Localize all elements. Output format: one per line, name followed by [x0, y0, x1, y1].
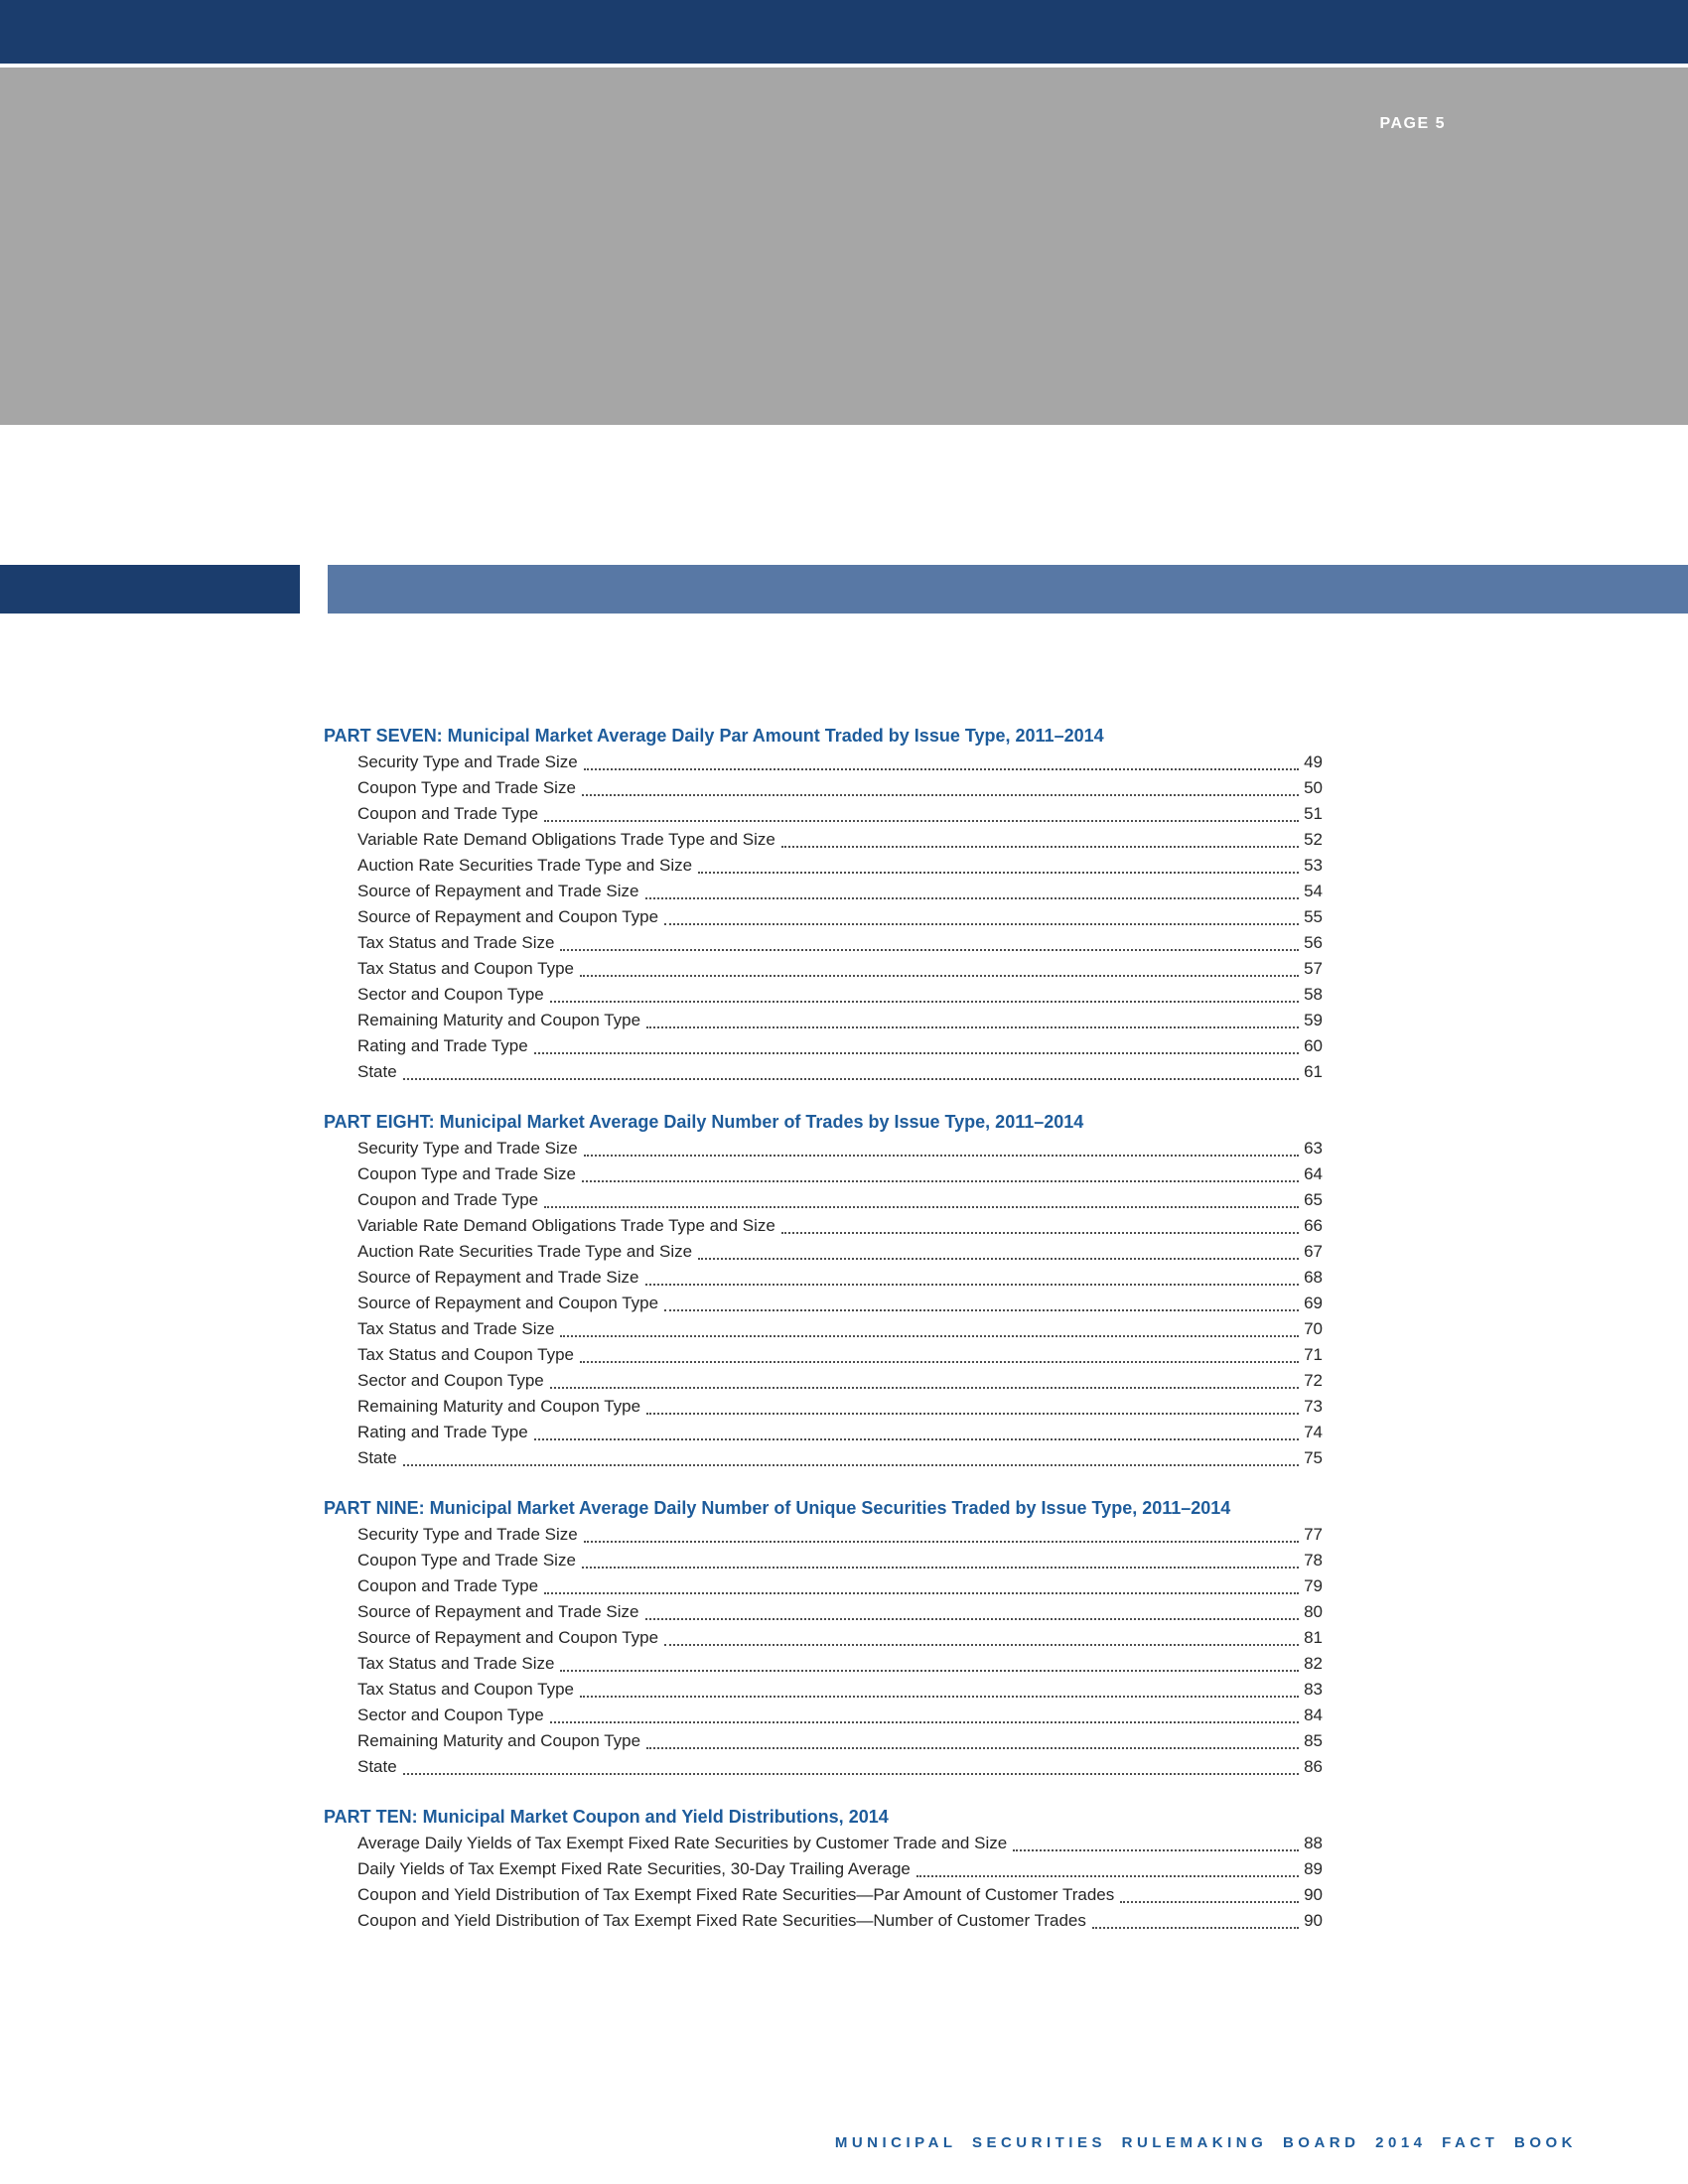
toc-entry[interactable] — [324, 1651, 1323, 1677]
section-divider-row — [0, 565, 1688, 614]
toc-entry-label: Coupon Type and Trade Size — [357, 1551, 576, 1570]
dot-leader — [664, 1309, 1299, 1311]
toc-entry-label: Tax Status and Trade Size — [357, 933, 555, 952]
footer-title: MUNICIPAL SECURITIES RULEMAKING BOARD 2014 FACT BOOK — [834, 2134, 1577, 2151]
toc-entry-label: Coupon and Yield Distribution of Tax Exempt Fixed Rate Securities—Par Amount of Customer Trades — [357, 1885, 1115, 1904]
toc-entry[interactable] — [324, 1239, 1323, 1265]
toc-entry[interactable] — [324, 1008, 1323, 1033]
toc-section-title: PART EIGHT: Municipal Market Average Daily Number of Trades by Issue Type, 2011–2014 — [324, 1112, 1084, 1132]
dot-leader — [781, 846, 1299, 848]
dot-leader — [544, 820, 1299, 822]
toc-section-part-seven — [324, 723, 1323, 1085]
dot-leader — [560, 1670, 1299, 1672]
toc-entry[interactable] — [324, 1728, 1323, 1754]
toc-entry[interactable] — [324, 1856, 1323, 1882]
dot-leader — [1120, 1901, 1299, 1903]
toc-entry-label: Security Type and Trade Size — [357, 752, 578, 771]
toc-entry-page: 77 — [1304, 1525, 1323, 1544]
dot-leader — [403, 1464, 1299, 1466]
dot-leader — [534, 1052, 1299, 1054]
header-banner — [0, 68, 1688, 425]
toc-entry-label: Variable Rate Demand Obligations Trade Type and Size — [357, 830, 775, 849]
toc-entry-label: State — [357, 1062, 397, 1081]
toc-entry[interactable] — [324, 1213, 1323, 1239]
toc-entry-page: 78 — [1304, 1551, 1323, 1570]
dot-leader — [580, 1361, 1299, 1363]
toc-entry-label: Coupon Type and Trade Size — [357, 778, 576, 797]
toc-entry-page: 59 — [1304, 1011, 1323, 1029]
toc-entry-page: 58 — [1304, 985, 1323, 1004]
toc-entry-label: Security Type and Trade Size — [357, 1139, 578, 1158]
toc-entry-page: 55 — [1304, 907, 1323, 926]
toc-entry[interactable] — [324, 956, 1323, 982]
dot-leader — [646, 1747, 1299, 1749]
dot-leader — [646, 1413, 1299, 1415]
divider-bar-navy — [0, 565, 300, 614]
dot-leader — [698, 872, 1299, 874]
toc-entry-label: Auction Rate Securities Trade Type and Size — [357, 1242, 693, 1261]
table-of-contents — [324, 723, 1323, 1958]
toc-entry-label: Variable Rate Demand Obligations Trade Type and Size — [357, 1216, 775, 1235]
toc-entry-label: Source of Repayment and Coupon Type — [357, 907, 659, 926]
toc-list — [324, 750, 1323, 1085]
toc-entry[interactable] — [324, 930, 1323, 956]
toc-entry[interactable] — [324, 1908, 1323, 1934]
toc-entry-label: Tax Status and Coupon Type — [357, 1345, 575, 1364]
toc-entry-page: 72 — [1304, 1371, 1323, 1390]
toc-section-title: PART SEVEN: Municipal Market Average Daily Par Amount Traded by Issue Type, 2011–2014 — [324, 726, 1104, 746]
dot-leader — [560, 949, 1299, 951]
dot-leader — [645, 897, 1300, 899]
toc-entry-page: 67 — [1304, 1242, 1323, 1261]
toc-entry-label: Tax Status and Coupon Type — [357, 959, 575, 978]
dot-leader — [550, 1721, 1299, 1723]
toc-section-part-eight — [324, 1109, 1323, 1471]
toc-entry[interactable] — [324, 1573, 1323, 1599]
dot-leader — [582, 1180, 1299, 1182]
toc-entry-page: 80 — [1304, 1602, 1323, 1621]
toc-entry[interactable] — [324, 982, 1323, 1008]
dot-leader — [664, 923, 1299, 925]
toc-entry-label: Coupon and Trade Type — [357, 804, 539, 823]
toc-entry-page: 66 — [1304, 1216, 1323, 1235]
toc-entry-label: Remaining Maturity and Coupon Type — [357, 1731, 641, 1750]
dot-leader — [544, 1592, 1299, 1594]
toc-section-part-ten — [324, 1804, 1323, 1934]
dot-leader — [584, 1541, 1299, 1543]
toc-entry[interactable] — [324, 827, 1323, 853]
toc-entry[interactable] — [324, 1522, 1323, 1548]
toc-entry-page: 61 — [1304, 1062, 1323, 1081]
dot-leader — [534, 1438, 1299, 1440]
toc-entry-page: 70 — [1304, 1319, 1323, 1338]
toc-entry-label: Security Type and Trade Size — [357, 1525, 578, 1544]
dot-leader — [698, 1258, 1299, 1260]
toc-entry-label: Remaining Maturity and Coupon Type — [357, 1011, 641, 1029]
dot-leader — [560, 1335, 1299, 1337]
toc-entry-page: 53 — [1304, 856, 1323, 875]
toc-entry[interactable] — [324, 1342, 1323, 1368]
dot-leader — [664, 1644, 1299, 1646]
toc-entry[interactable] — [324, 879, 1323, 904]
dot-leader — [584, 768, 1299, 770]
toc-entry[interactable] — [324, 1394, 1323, 1420]
toc-entry-label: Tax Status and Trade Size — [357, 1319, 555, 1338]
dot-leader — [582, 794, 1299, 796]
toc-entry-page: 85 — [1304, 1731, 1323, 1750]
toc-entry[interactable] — [324, 904, 1323, 930]
toc-list — [324, 1136, 1323, 1471]
dot-leader — [645, 1618, 1300, 1620]
toc-entry-label: Tax Status and Trade Size — [357, 1654, 555, 1673]
toc-entry[interactable] — [324, 1161, 1323, 1187]
toc-entry-page: 51 — [1304, 804, 1323, 823]
toc-entry-page: 83 — [1304, 1680, 1323, 1699]
dot-leader — [550, 1001, 1299, 1003]
toc-entry-page: 79 — [1304, 1576, 1323, 1595]
toc-entry-page: 52 — [1304, 830, 1323, 849]
top-accent-bar — [0, 0, 1688, 64]
toc-entry-page: 84 — [1304, 1706, 1323, 1724]
dot-leader — [916, 1875, 1299, 1877]
dot-leader — [580, 975, 1299, 977]
toc-entry[interactable] — [324, 1265, 1323, 1291]
toc-entry-label: Remaining Maturity and Coupon Type — [357, 1397, 641, 1416]
toc-entry[interactable] — [324, 1754, 1323, 1780]
toc-entry[interactable] — [324, 1703, 1323, 1728]
toc-entry-label: Rating and Trade Type — [357, 1423, 528, 1441]
toc-entry-label: Coupon Type and Trade Size — [357, 1164, 576, 1183]
toc-entry[interactable] — [324, 1368, 1323, 1394]
toc-entry-page: 75 — [1304, 1448, 1323, 1467]
toc-entry[interactable] — [324, 1599, 1323, 1625]
toc-entry[interactable] — [324, 1136, 1323, 1161]
dot-leader — [1013, 1849, 1299, 1851]
page-number-label: PAGE 5 — [1379, 115, 1446, 132]
toc-entry-page: 65 — [1304, 1190, 1323, 1209]
toc-entry-page: 68 — [1304, 1268, 1323, 1287]
toc-entry-label: Average Daily Yields of Tax Exempt Fixed Rate Securities by Customer Trade and Size — [357, 1834, 1008, 1852]
dot-leader — [1092, 1927, 1299, 1929]
toc-entry-page: 54 — [1304, 882, 1323, 900]
dot-leader — [584, 1155, 1299, 1157]
toc-entry-label: Source of Repayment and Coupon Type — [357, 1628, 659, 1647]
dot-leader — [403, 1773, 1299, 1775]
toc-entry[interactable] — [324, 775, 1323, 801]
toc-list — [324, 1831, 1323, 1934]
toc-section-part-nine — [324, 1495, 1323, 1780]
toc-entry[interactable] — [324, 1316, 1323, 1342]
toc-section-title: PART NINE: Municipal Market Average Daily Number of Unique Securities Traded by Issue Type, 2011–2014 — [324, 1498, 1231, 1518]
toc-entry[interactable] — [324, 1420, 1323, 1445]
toc-entry-page: 57 — [1304, 959, 1323, 978]
toc-entry[interactable] — [324, 1291, 1323, 1316]
toc-entry[interactable] — [324, 1882, 1323, 1908]
toc-entry-page: 63 — [1304, 1139, 1323, 1158]
toc-entry[interactable] — [324, 1831, 1323, 1856]
toc-section-title: PART TEN: Municipal Market Coupon and Yield Distributions, 2014 — [324, 1807, 889, 1827]
toc-entry-label: Auction Rate Securities Trade Type and Size — [357, 856, 693, 875]
toc-entry-page: 90 — [1304, 1885, 1323, 1904]
toc-entry-page: 82 — [1304, 1654, 1323, 1673]
toc-entry-label: Sector and Coupon Type — [357, 1706, 544, 1724]
toc-entry-page: 49 — [1304, 752, 1323, 771]
toc-entry-label: Source of Repayment and Coupon Type — [357, 1294, 659, 1312]
toc-entry-page: 88 — [1304, 1834, 1323, 1852]
toc-entry[interactable] — [324, 853, 1323, 879]
toc-entry-page: 81 — [1304, 1628, 1323, 1647]
toc-entry-label: Tax Status and Coupon Type — [357, 1680, 575, 1699]
dot-leader — [781, 1232, 1299, 1234]
toc-entry-page: 56 — [1304, 933, 1323, 952]
toc-entry-label: Source of Repayment and Trade Size — [357, 882, 639, 900]
divider-bar-slate — [328, 565, 1688, 614]
toc-entry-page: 73 — [1304, 1397, 1323, 1416]
toc-entry-label: Sector and Coupon Type — [357, 1371, 544, 1390]
toc-entry-label: Sector and Coupon Type — [357, 985, 544, 1004]
toc-entry[interactable] — [324, 1677, 1323, 1703]
toc-entry-page: 86 — [1304, 1757, 1323, 1776]
dot-leader — [403, 1078, 1299, 1080]
toc-entry-page: 69 — [1304, 1294, 1323, 1312]
toc-entry[interactable] — [324, 1059, 1323, 1085]
toc-entry[interactable] — [324, 801, 1323, 827]
toc-entry-label: Rating and Trade Type — [357, 1036, 528, 1055]
dot-leader — [646, 1026, 1299, 1028]
toc-entry-page: 89 — [1304, 1859, 1323, 1878]
toc-entry[interactable] — [324, 1548, 1323, 1573]
toc-entry-label: State — [357, 1757, 397, 1776]
dot-leader — [645, 1284, 1300, 1286]
toc-entry-label: Source of Repayment and Trade Size — [357, 1602, 639, 1621]
toc-list — [324, 1522, 1323, 1780]
toc-entry[interactable] — [324, 750, 1323, 775]
toc-entry[interactable] — [324, 1445, 1323, 1471]
toc-entry-page: 50 — [1304, 778, 1323, 797]
dot-leader — [582, 1567, 1299, 1569]
toc-entry-label: Coupon and Yield Distribution of Tax Exempt Fixed Rate Securities—Number of Customer Trades — [357, 1911, 1086, 1930]
toc-entry-label: Coupon and Trade Type — [357, 1190, 539, 1209]
toc-entry-label: State — [357, 1448, 397, 1467]
toc-entry-page: 71 — [1304, 1345, 1323, 1364]
toc-entry-page: 90 — [1304, 1911, 1323, 1930]
dot-leader — [580, 1696, 1299, 1698]
toc-entry-page: 74 — [1304, 1423, 1323, 1441]
toc-entry-label: Source of Repayment and Trade Size — [357, 1268, 639, 1287]
toc-entry[interactable] — [324, 1033, 1323, 1059]
toc-entry[interactable] — [324, 1187, 1323, 1213]
toc-entry-label: Coupon and Trade Type — [357, 1576, 539, 1595]
toc-entry-label: Daily Yields of Tax Exempt Fixed Rate Securities, 30-Day Trailing Average — [357, 1859, 911, 1878]
toc-entry-page: 60 — [1304, 1036, 1323, 1055]
toc-entry[interactable] — [324, 1625, 1323, 1651]
dot-leader — [550, 1387, 1299, 1389]
dot-leader — [544, 1206, 1299, 1208]
toc-entry-page: 64 — [1304, 1164, 1323, 1183]
